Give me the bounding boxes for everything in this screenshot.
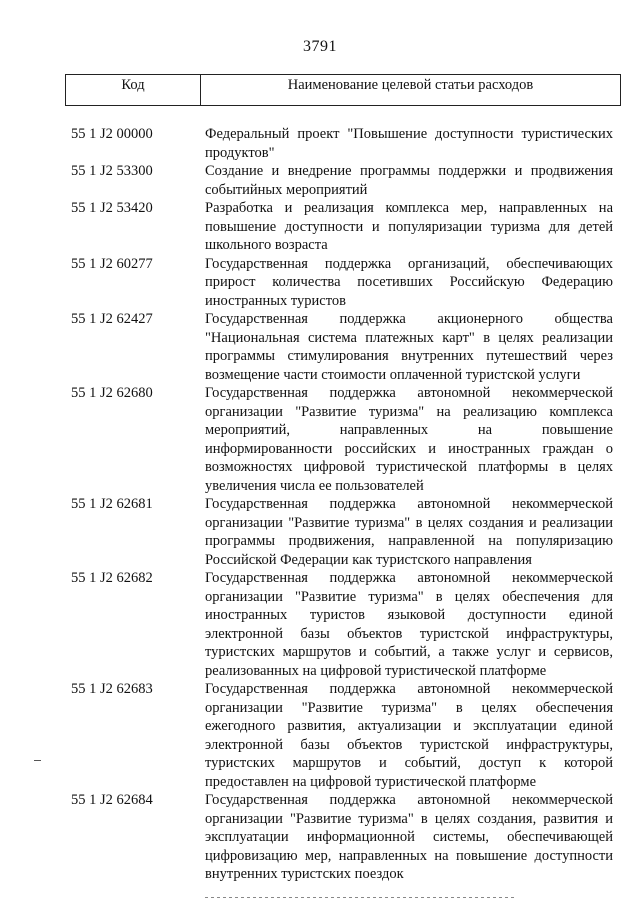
row-name-line: Государственная поддержка автономной некоммерческой bbox=[205, 681, 613, 697]
row-name-line: Государственная поддержка автономной некоммерческой bbox=[205, 570, 613, 586]
margin-mark bbox=[34, 760, 41, 761]
row-name bbox=[205, 255, 613, 311]
row-name bbox=[205, 310, 613, 384]
row-name bbox=[205, 791, 613, 884]
row-name-line: событийных мероприятий bbox=[205, 181, 368, 198]
header-name-column: Наименование целевой статьи расходов bbox=[287, 77, 534, 93]
table-row bbox=[0, 680, 640, 791]
row-name bbox=[205, 569, 613, 680]
row-name-line: возможностях цифровой туристической платформы в целях bbox=[205, 459, 613, 475]
scan-edge-mark bbox=[205, 897, 515, 898]
row-name-line: Государственная поддержка организаций, обеспечивающих bbox=[205, 255, 613, 272]
row-code: 55 1 J2 62683 bbox=[71, 681, 153, 697]
table-row bbox=[0, 495, 640, 569]
table-row bbox=[0, 791, 640, 884]
row-name-line: Государственная поддержка автономной некоммерческой bbox=[205, 792, 613, 808]
row-code: 55 1 J2 60277 bbox=[71, 255, 153, 272]
row-code: 55 1 J2 53420 bbox=[71, 200, 153, 216]
row-name-line: информированности российских и иностранных граждан о bbox=[205, 440, 614, 457]
row-name-line: организации "Развитие туризма" в целях создания, развития и bbox=[205, 810, 614, 827]
page-number: 3791 bbox=[303, 38, 337, 55]
row-name-line: возмещение части стоимости оплаченной туристской услуги bbox=[205, 366, 581, 383]
row-name bbox=[205, 162, 613, 199]
row-name-line: ежегодного развития, актуализации и эксплуатации единой bbox=[205, 718, 613, 734]
header-code-column: Код bbox=[66, 75, 201, 105]
table-body bbox=[0, 125, 640, 884]
row-name-line: эксплуатации информационной системы, обеспечивающей bbox=[205, 829, 614, 845]
table-row bbox=[0, 255, 640, 311]
row-name-line: организации "Развитие туризма" на реализацию комплекса bbox=[205, 403, 613, 420]
row-code: 55 1 J2 53300 bbox=[71, 163, 153, 179]
row-name-line: цифровизацию мер, направленных на повышение доступности bbox=[205, 847, 613, 864]
row-name bbox=[205, 495, 613, 569]
row-name-line: школьного возраста bbox=[205, 237, 328, 253]
row-name-line: электронной базы объектов туристской инфраструктуры, bbox=[205, 625, 613, 642]
row-name-line: Государственная поддержка автономной некоммерческой bbox=[205, 496, 613, 512]
row-name-line: иностранных туристов bbox=[205, 292, 346, 309]
row-name-line: организации "Развитие туризма" в целях создания и реализации bbox=[205, 514, 614, 531]
row-name-line: организации "Развитие туризма" в целях обеспечения для bbox=[205, 588, 614, 605]
table-header bbox=[65, 74, 621, 106]
row-name-line: электронной базы объектов туристской инфраструктуры, bbox=[205, 736, 613, 753]
row-name-line: прирост количества посетивших Российскую Федерацию bbox=[205, 274, 614, 290]
row-name-line: внутренних туристских поездок bbox=[205, 866, 404, 882]
row-name-line: туристских маршрутов и событий, доступ к которой bbox=[205, 755, 613, 771]
row-code: 55 1 J2 62682 bbox=[71, 570, 153, 586]
row-name-line: увеличения числа ее пользователей bbox=[205, 477, 424, 494]
row-name-line: Федеральный проект "Повышение доступности туристических bbox=[205, 126, 613, 142]
row-code: 55 1 J2 62427 bbox=[71, 311, 153, 327]
row-name bbox=[205, 125, 613, 162]
row-name bbox=[205, 199, 613, 255]
row-name-line: повышение доступности и популяризации туризма для детей bbox=[205, 218, 614, 235]
row-name-line: Российской Федерации как туристского направления bbox=[205, 551, 532, 568]
row-name-line: мероприятий, направленных на повышение bbox=[205, 422, 613, 438]
row-name-line: программы стимулирования внутренних путешествий через bbox=[205, 348, 614, 364]
table-row bbox=[0, 310, 640, 384]
row-name bbox=[205, 384, 613, 495]
row-name-line: программы продвижения, направленной на популяризацию bbox=[205, 533, 613, 549]
row-code: 55 1 J2 62680 bbox=[71, 385, 153, 401]
row-name-line: Государственная поддержка автономной некоммерческой bbox=[205, 385, 613, 401]
row-code: 55 1 J2 62684 bbox=[71, 792, 153, 808]
row-name-line: реализованных на цифровой туристической платформе bbox=[205, 662, 547, 679]
row-name-line: организации "Развитие туризма" в целях обеспечения bbox=[205, 699, 613, 716]
row-name-line: Государственная поддержка акционерного общества bbox=[205, 311, 613, 327]
row-name-line: Создание и внедрение программы поддержки и продвижения bbox=[205, 163, 613, 179]
row-code: 55 1 J2 62681 bbox=[71, 496, 153, 512]
row-code: 55 1 J2 00000 bbox=[71, 126, 153, 142]
row-name bbox=[205, 680, 613, 791]
table-row bbox=[0, 125, 640, 162]
row-name-line: продуктов" bbox=[205, 144, 275, 161]
table-row bbox=[0, 199, 640, 255]
row-name-line: Разработка и реализация комплекса мер, направленных на bbox=[205, 200, 614, 216]
table-row bbox=[0, 384, 640, 495]
row-name-line: "Национальная система платежных карт" в целях реализации bbox=[205, 329, 613, 346]
row-name-line: предоставлен на цифровой туристической платформе bbox=[205, 773, 537, 790]
row-name-line: туристских маршрутов и событий, а также услуг и сервисов, bbox=[205, 644, 613, 660]
table-row bbox=[0, 569, 640, 680]
row-name-line: иностранных туристов языковой доступности единой bbox=[205, 607, 613, 623]
table-row bbox=[0, 162, 640, 199]
